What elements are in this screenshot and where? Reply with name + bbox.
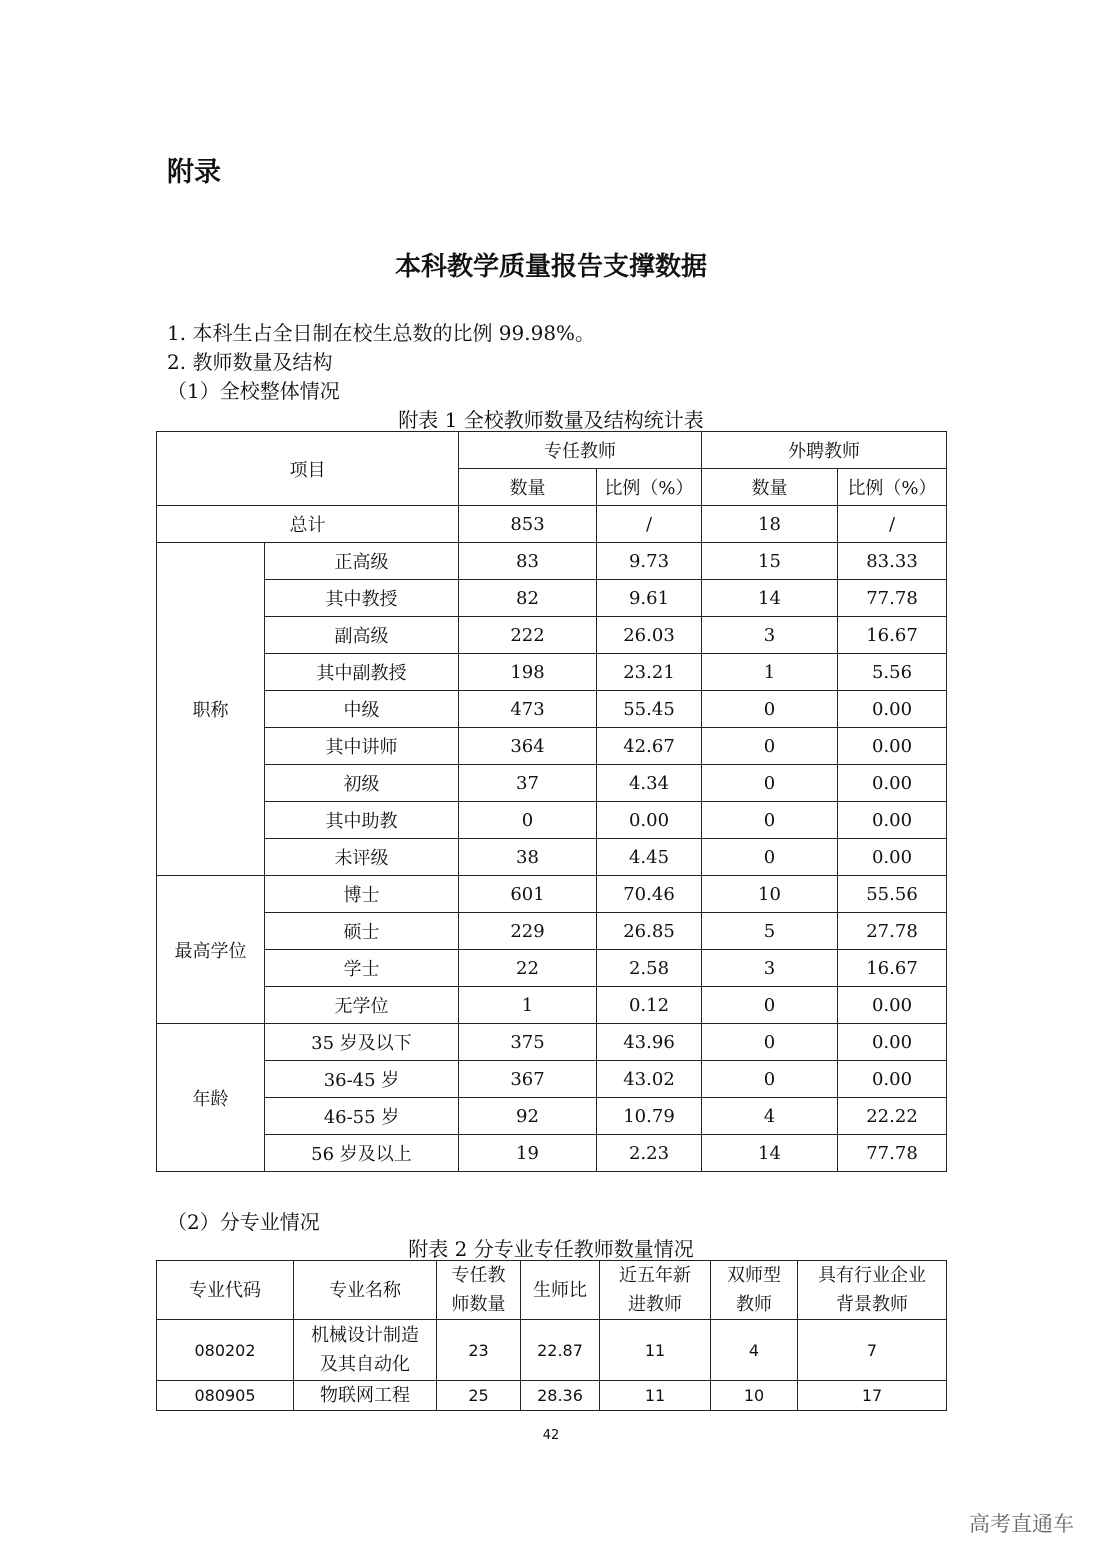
header-fulltime-ratio: 比例（%）: [597, 469, 702, 506]
teacher-structure-table: [156, 431, 947, 1172]
fulltime-count: 22: [459, 950, 597, 987]
header-external: 外聘教师: [702, 432, 947, 469]
row-label: 中级: [265, 691, 459, 728]
fulltime-ratio: 2.23: [597, 1135, 702, 1172]
table-cell: 28.36: [521, 1381, 600, 1411]
page-number: 42: [542, 1428, 560, 1443]
row-label: 35 岁及以下: [265, 1024, 459, 1061]
fulltime-count: 229: [459, 913, 597, 950]
column-header: 近五年新 进教师: [600, 1261, 711, 1320]
table-row: [157, 617, 947, 654]
row-label: 其中教授: [265, 580, 459, 617]
fulltime-count: 473: [459, 691, 597, 728]
subsection-1-heading: （1）全校整体情况: [167, 379, 340, 403]
group-label: 职称: [157, 543, 265, 876]
external-ratio: 0.00: [838, 1024, 947, 1061]
column-header: 专业代码: [157, 1261, 294, 1320]
external-ratio: /: [838, 506, 947, 543]
external-count: 1: [702, 654, 838, 691]
external-count: 0: [702, 839, 838, 876]
table-row: [157, 950, 947, 987]
external-ratio: 0.00: [838, 802, 947, 839]
fulltime-ratio: 4.45: [597, 839, 702, 876]
fulltime-ratio: 70.46: [597, 876, 702, 913]
row-label: 正高级: [265, 543, 459, 580]
table-2-caption: 附表 2 分专业专任教师数量情况: [408, 1237, 694, 1261]
fulltime-count: 375: [459, 1024, 597, 1061]
table-row: [157, 1098, 947, 1135]
external-count: 0: [702, 765, 838, 802]
table-row: [157, 802, 947, 839]
external-ratio: 5.56: [838, 654, 947, 691]
table-row: [157, 728, 947, 765]
table-cell: 11: [600, 1381, 711, 1411]
table-cell: 17: [798, 1381, 947, 1411]
column-header: 生师比: [521, 1261, 600, 1320]
fulltime-ratio: 9.73: [597, 543, 702, 580]
table-cell: 7: [798, 1320, 947, 1381]
row-label: 硕士: [265, 913, 459, 950]
fulltime-count: 19: [459, 1135, 597, 1172]
item-2-text: 2. 教师数量及结构: [167, 350, 333, 374]
external-count: 0: [702, 1061, 838, 1098]
table-row: [157, 1135, 947, 1172]
external-count: 18: [702, 506, 838, 543]
fulltime-count: 853: [459, 506, 597, 543]
table-row: [157, 876, 947, 913]
appendix-heading: 附录: [167, 157, 221, 188]
table-cell: 25: [437, 1381, 521, 1411]
fulltime-count: 1: [459, 987, 597, 1024]
table-cell: 4: [711, 1320, 798, 1381]
table-row: [157, 1320, 947, 1381]
column-header: 专业名称: [294, 1261, 437, 1320]
fulltime-ratio: 26.85: [597, 913, 702, 950]
external-ratio: 83.33: [838, 543, 947, 580]
fulltime-ratio: 26.03: [597, 617, 702, 654]
major-teacher-table: [156, 1260, 947, 1411]
external-count: 0: [702, 1024, 838, 1061]
fulltime-ratio: 4.34: [597, 765, 702, 802]
external-ratio: 0.00: [838, 691, 947, 728]
fulltime-ratio: 0.12: [597, 987, 702, 1024]
header-external-ratio: 比例（%）: [838, 469, 947, 506]
table-row: [157, 913, 947, 950]
fulltime-count: 367: [459, 1061, 597, 1098]
table-cell: 23: [437, 1320, 521, 1381]
external-count: 15: [702, 543, 838, 580]
external-ratio: 0.00: [838, 839, 947, 876]
external-count: 14: [702, 1135, 838, 1172]
table-1-caption: 附表 1 全校教师数量及结构统计表: [398, 408, 704, 432]
row-label: 博士: [265, 876, 459, 913]
header-item: 项目: [157, 432, 459, 506]
table-row: [157, 839, 947, 876]
group-label: 最高学位: [157, 876, 265, 1024]
subsection-2-heading: （2）分专业情况: [167, 1210, 320, 1234]
fulltime-ratio: 42.67: [597, 728, 702, 765]
external-count: 0: [702, 691, 838, 728]
fulltime-count: 222: [459, 617, 597, 654]
column-header: 专任教 师数量: [437, 1261, 521, 1320]
header-fulltime-count: 数量: [459, 469, 597, 506]
table-row: [157, 654, 947, 691]
major-code: 080905: [157, 1381, 294, 1411]
external-ratio: 77.78: [838, 580, 947, 617]
row-label: 其中讲师: [265, 728, 459, 765]
external-count: 3: [702, 617, 838, 654]
table-cell: 10: [711, 1381, 798, 1411]
watermark: 高考直通车: [969, 1512, 1074, 1536]
external-count: 0: [702, 987, 838, 1024]
fulltime-ratio: 23.21: [597, 654, 702, 691]
external-ratio: 22.22: [838, 1098, 947, 1135]
row-label: 46-55 岁: [265, 1098, 459, 1135]
external-count: 0: [702, 802, 838, 839]
row-label: 初级: [265, 765, 459, 802]
column-header: 具有行业企业 背景教师: [798, 1261, 947, 1320]
table-row: [157, 691, 947, 728]
external-ratio: 77.78: [838, 1135, 947, 1172]
fulltime-ratio: 55.45: [597, 691, 702, 728]
row-label: 总计: [157, 506, 459, 543]
header-fulltime: 专任教师: [459, 432, 702, 469]
table-row: [157, 1381, 947, 1411]
column-header: 双师型 教师: [711, 1261, 798, 1320]
table-cell: 11: [600, 1320, 711, 1381]
fulltime-ratio: 0.00: [597, 802, 702, 839]
row-label: 副高级: [265, 617, 459, 654]
row-label: 其中副教授: [265, 654, 459, 691]
fulltime-count: 82: [459, 580, 597, 617]
major-name: 物联网工程: [294, 1381, 437, 1411]
row-label: 其中助教: [265, 802, 459, 839]
fulltime-count: 37: [459, 765, 597, 802]
fulltime-ratio: 2.58: [597, 950, 702, 987]
external-ratio: 0.00: [838, 987, 947, 1024]
fulltime-ratio: /: [597, 506, 702, 543]
external-ratio: 55.56: [838, 876, 947, 913]
fulltime-count: 601: [459, 876, 597, 913]
external-ratio: 0.00: [838, 1061, 947, 1098]
external-ratio: 0.00: [838, 765, 947, 802]
table-row: [157, 580, 947, 617]
fulltime-count: 198: [459, 654, 597, 691]
page-title: 本科教学质量报告支撑数据: [394, 252, 707, 282]
fulltime-ratio: 10.79: [597, 1098, 702, 1135]
row-label: 无学位: [265, 987, 459, 1024]
major-name: 机械设计制造 及其自动化: [294, 1320, 437, 1381]
header-external-count: 数量: [702, 469, 838, 506]
external-count: 4: [702, 1098, 838, 1135]
table-row: [157, 1061, 947, 1098]
external-count: 14: [702, 580, 838, 617]
fulltime-count: 83: [459, 543, 597, 580]
item-1-text: 1. 本科生占全日制在校生总数的比例 99.98%。: [167, 321, 596, 345]
row-label: 36-45 岁: [265, 1061, 459, 1098]
row-label: 56 岁及以上: [265, 1135, 459, 1172]
fulltime-count: 0: [459, 802, 597, 839]
table-row: [157, 1024, 947, 1061]
table-cell: 22.87: [521, 1320, 600, 1381]
table-header-row: [157, 1261, 947, 1320]
external-ratio: 0.00: [838, 728, 947, 765]
external-count: 3: [702, 950, 838, 987]
fulltime-count: 38: [459, 839, 597, 876]
table-row-total: [157, 506, 947, 543]
fulltime-count: 364: [459, 728, 597, 765]
row-label: 未评级: [265, 839, 459, 876]
group-label: 年龄: [157, 1024, 265, 1172]
table-row: [157, 543, 947, 580]
external-count: 5: [702, 913, 838, 950]
row-label: 学士: [265, 950, 459, 987]
external-count: 10: [702, 876, 838, 913]
table-row: [157, 987, 947, 1024]
fulltime-ratio: 9.61: [597, 580, 702, 617]
external-ratio: 27.78: [838, 913, 947, 950]
fulltime-ratio: 43.02: [597, 1061, 702, 1098]
external-ratio: 16.67: [838, 950, 947, 987]
table-header-row: [157, 432, 947, 469]
fulltime-count: 92: [459, 1098, 597, 1135]
major-code: 080202: [157, 1320, 294, 1381]
fulltime-ratio: 43.96: [597, 1024, 702, 1061]
external-count: 0: [702, 728, 838, 765]
table-row: [157, 765, 947, 802]
external-ratio: 16.67: [838, 617, 947, 654]
